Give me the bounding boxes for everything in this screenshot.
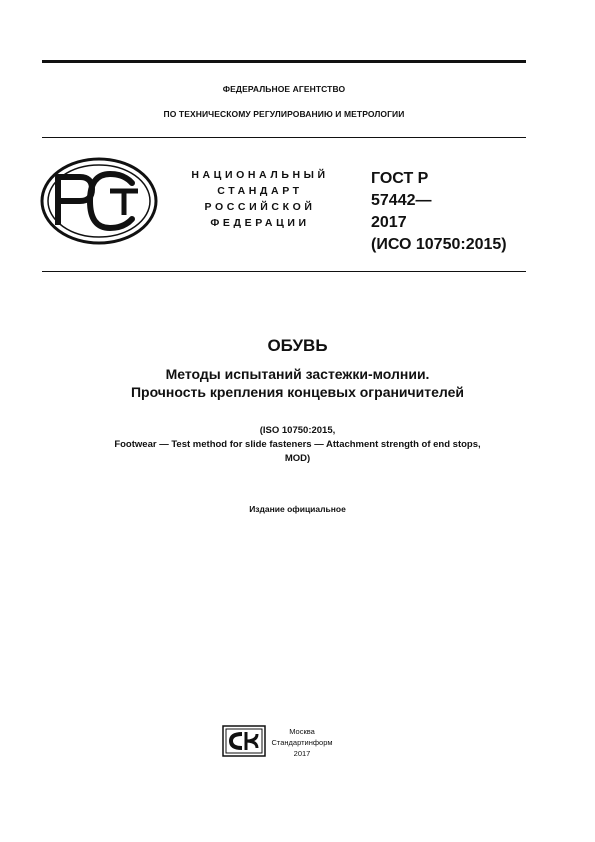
gost-designation-line-3: 2017 bbox=[371, 214, 407, 231]
subtitle-line-1: Методы испытаний застежки-молнии. bbox=[165, 366, 430, 382]
document-title: ОБУВЬ bbox=[267, 336, 328, 355]
publisher-city: Москва bbox=[289, 727, 315, 736]
gost-designation-line-1: ГОСТ Р bbox=[371, 170, 429, 187]
iso-reference-line-1: (ISO 10750:2015, bbox=[259, 425, 336, 436]
iso-reference-line-2: Footwear — Test method for slide fasteners — Attachment strength of end stops, bbox=[114, 439, 481, 450]
iso-reference-line-3: MOD) bbox=[284, 453, 311, 464]
agency-line-2: ПО ТЕХНИЧЕСКОМУ РЕГУЛИРОВАНИЮ И МЕТРОЛОГИИ bbox=[163, 109, 405, 119]
gost-designation-line-4: (ИСО 10750:2015) bbox=[371, 236, 507, 253]
agency-line-1: ФЕДЕРАЛЬНОЕ АГЕНТСТВО bbox=[222, 84, 346, 94]
header-rule bbox=[42, 137, 526, 138]
national-standard-line-4: ФЕДЕРАЦИИ bbox=[210, 217, 310, 229]
top-rule bbox=[42, 60, 526, 63]
rst-logo-icon bbox=[40, 157, 158, 245]
edition-label: Издание официальное bbox=[249, 504, 346, 514]
national-standard-line-2: СТАНДАРТ bbox=[217, 185, 303, 197]
gost-designation-line-2: 57442— bbox=[371, 192, 432, 209]
subtitle-line-2: Прочность крепления концевых ограничителей bbox=[130, 384, 465, 400]
publisher-block bbox=[262, 726, 342, 759]
publisher-year: 2017 bbox=[293, 749, 311, 758]
standartinform-logo-icon bbox=[222, 725, 266, 757]
national-standard-line-3: РОССИЙСКОЙ bbox=[204, 201, 316, 213]
publisher-name: Стандартинформ bbox=[271, 738, 333, 747]
block-rule bbox=[42, 271, 526, 272]
national-standard-line-1: НАЦИОНАЛЬНЫЙ bbox=[191, 169, 329, 181]
